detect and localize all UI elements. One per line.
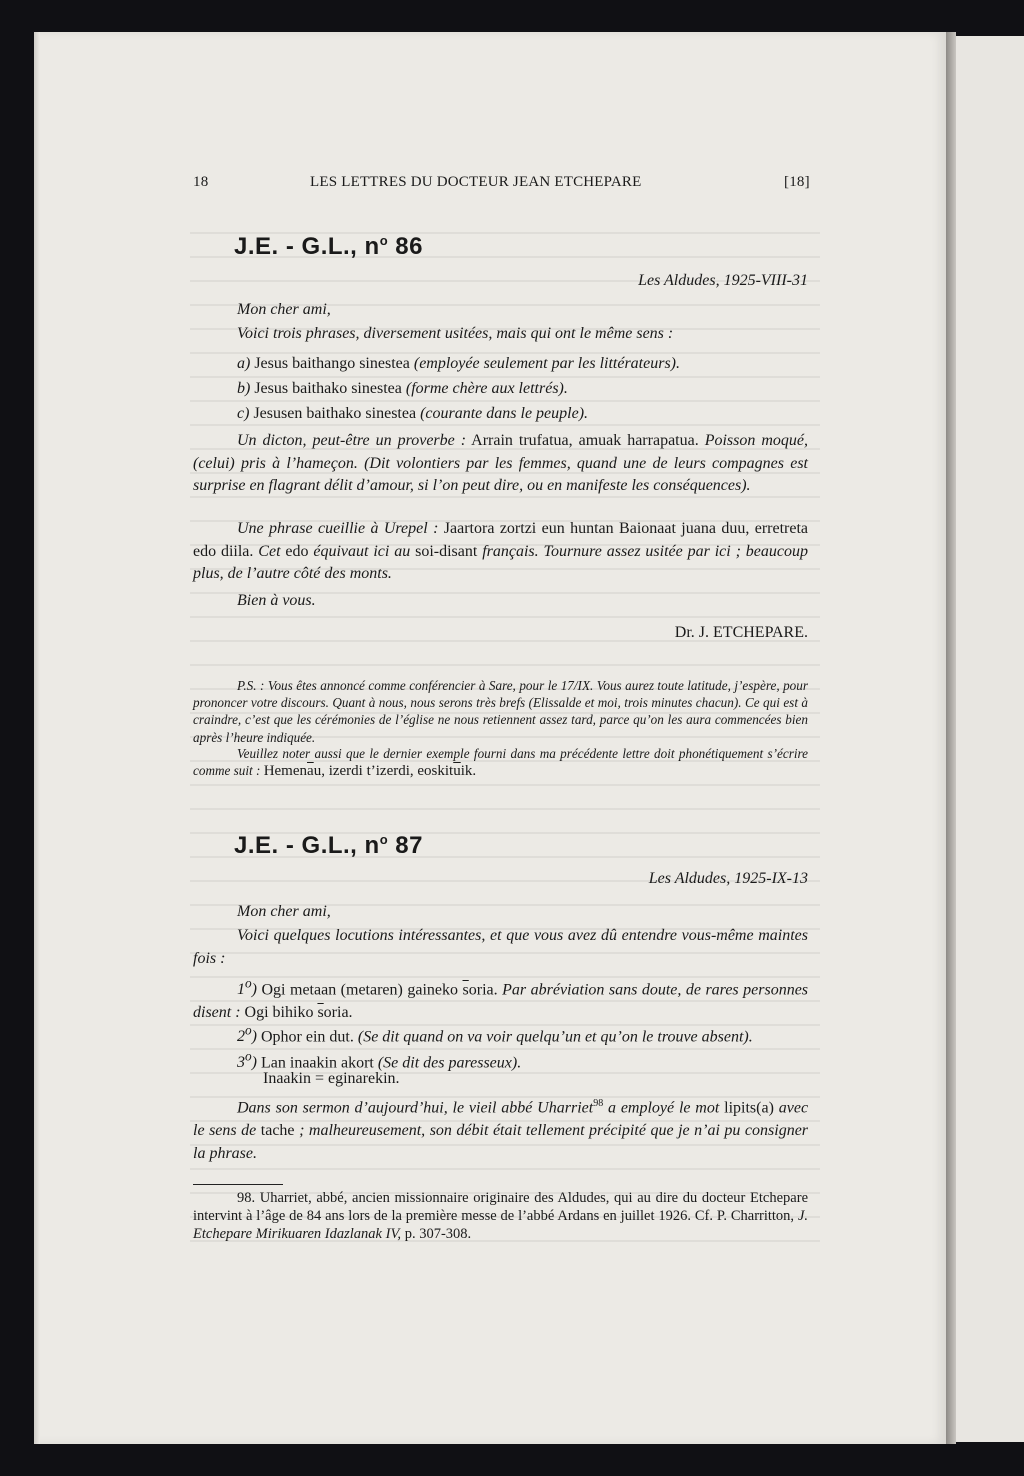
facing-page	[956, 36, 1024, 1442]
running-title: LES LETTRES DU DOCTEUR JEAN ETCHEPARE	[310, 174, 642, 190]
letter-87-sermon: Dans son sermon d’aujourd’hui, le vieil abbé Uharriet$^{98}$ a employé le mot lipits(a) avec le sens de tache ; malheureusement, son débit était tellement précipité que je n’ai pu consigner la phrase.	[193, 1098, 809, 1162]
letter-86-urepel: Une phrase cueillie à Urepel : Jaartora zortzi eun huntan Baionaat juana duu, erretreta edo diila. Cet edo équivaut ici au soi-disant français. Tournure assez usitée par ici ; beaucoup plus, de l’autre côté des monts.	[193, 520, 809, 583]
letter-86-item-a: a) Jesus baithango sinestea (employée seulement par les littérateurs).	[237, 355, 681, 372]
bracket-page-number: [18]	[784, 174, 810, 190]
letter-86-closing: Bien à vous.	[237, 592, 316, 609]
letter-86-postscript-note: Veuillez noter aussi que le dernier exemple fourni dans ma précédente lettre doit phonétiquement s’écrire comme suit : $Hemen\overline{a}u$, izerdi t’izerdi, $eoskit\overline{u}ik$.	[193, 746, 808, 780]
footnote-rule	[193, 1184, 283, 1185]
letter-87-item-3-gloss: Inaakin = eginarekin.	[263, 1070, 400, 1087]
letter-86-heading: J.E. - G.L., $n^o$ 86	[234, 233, 424, 260]
letter-87-item-1: 1$^o$) Ogi metaan (metaren) gaineko $\overline{s}oria$. Par abréviation sans doute, de rares personnes disent : Ogi bihiko $\overline{s}oria$.	[193, 976, 809, 1021]
letter-86-salutation: Mon cher ami,	[237, 301, 331, 318]
letter-86-signature: Dr. J. ETCHEPARE.	[674, 624, 808, 641]
letter-86-postscript: P.S. : Vous êtes annoncé comme conférencier à Sare, pour le 17/IX. Vous aurez toute latitude, j’espère, pour prononcer votre discours. Quant à nous, nous serons très brefs (Elissalde et moi, trois minutes chacun). Ce qui est à craindre, c’est que les cérémonies de l’église ne nous retiennent assez tard, parce qu’on les aura commencées bien après l’heure indiquée.	[193, 678, 808, 745]
page-number: 18	[193, 174, 209, 190]
page-edge	[34, 32, 40, 1444]
letter-87-heading: J.E. - G.L., $n^o$ 87	[234, 832, 424, 859]
letter-87-item-3: 3$^o$) Lan inaakin akort (Se dit des paresseux).	[237, 1049, 522, 1072]
letter-86-dicton: Un dicton, peut-être un proverbe : Arrain trufatua, amuak harrapatua. Poisson moqué, (celui) pris à l’hameçon. (Dit volontiers par les femmes, quand une de leurs compagnes est surprise en flagrant délit d’amour, si l’on peut dire, ou en manifeste les conséquences).	[193, 432, 809, 495]
footnote-98: 98. Uharriet, abbé, ancien missionnaire originaire des Aldudes, qui au dire du docteur Etchepare intervint à l’âge de 84 ans lors de la première messe de l’abbé Ardans en juillet 1926. Cf. P. Charritton, J. Etchepare Mirikuaren Idazlanak IV, p. 307-308.	[193, 1190, 808, 1242]
letter-86-item-c: c) Jesusen baithako sinestea (courante dans le peuple).	[237, 405, 589, 422]
letter-86-place-date: Les Aldudes, 1925-VIII-31	[638, 272, 808, 289]
letter-87-intro: Voici quelques locutions intéressantes, et que vous avez dû entendre vous-même maintes fois :	[193, 927, 808, 967]
letter-86-intro: Voici trois phrases, diversement usitées, mais qui ont le même sens :	[237, 325, 674, 342]
letter-87-item-2: 2$^o$) Ophor ein dut. (Se dit quand on va voir quelqu’un et qu’on le trouve absent).	[237, 1023, 753, 1046]
letter-86-item-b: b) Jesus baithako sinestea (forme chère aux lettrés).	[237, 380, 568, 397]
letter-87-salutation: Mon cher ami,	[237, 903, 331, 920]
letter-87-place-date: Les Aldudes, 1925-IX-13	[648, 870, 808, 887]
book-gutter	[946, 32, 956, 1444]
